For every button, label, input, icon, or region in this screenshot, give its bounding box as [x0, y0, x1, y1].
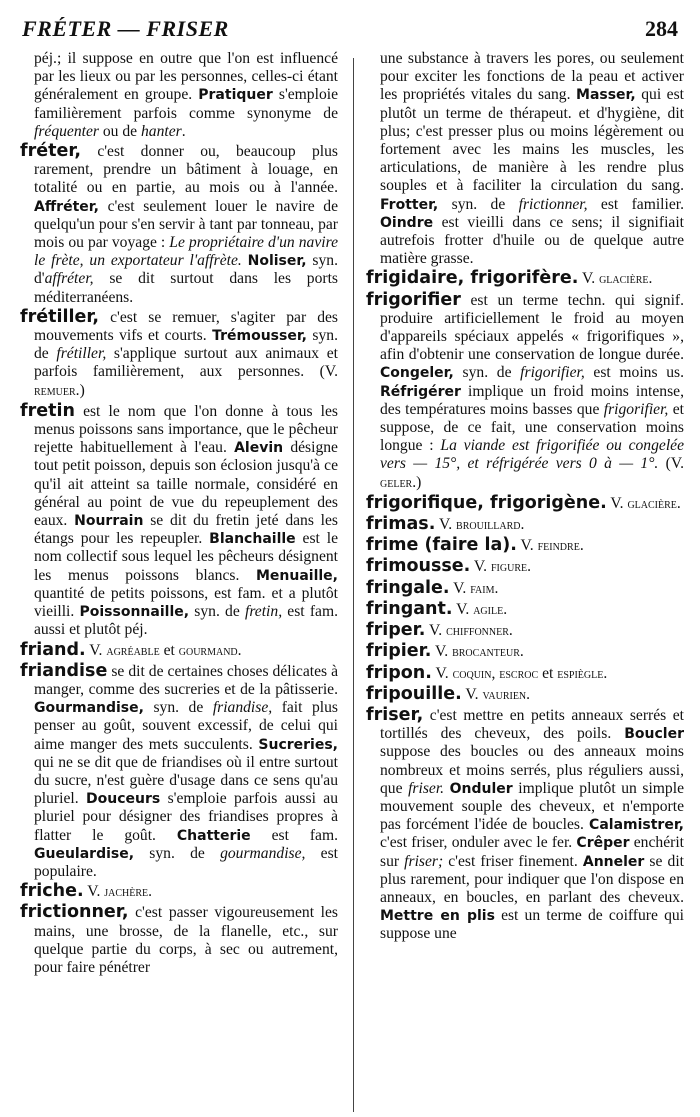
cross-reference: brocanteur — [452, 645, 520, 661]
headword: fretin — [20, 400, 75, 421]
entry-fripier: fripier. V. brocanteur. — [366, 641, 524, 662]
cross-reference: espiègle — [557, 666, 604, 682]
entry-frimas: frimas. V. brouillard. — [366, 514, 525, 535]
cross-reference: brouillard — [456, 518, 521, 534]
synonym: Chatterie — [176, 827, 251, 844]
headword: frigorifier — [366, 289, 461, 310]
synonym: Alevin — [234, 440, 284, 457]
entry-friandise: friandise se dit de certaines choses délicates à manger, comme des sucreries et de la pâtisserie. Gourmandise, syn. de friandise, fait plus penser au goût, souvent excessif, de celui qui aime manger des mets succulents. Sucreries, qui ne se dit que de friandises où il entre surtout du sucre, n'est guère d'usage dans ce sens qu'au pluriel. Douceurs s'emploie parfois aussi au pluriel pour désigner des friandises propres à flatter le goût. Chatterie est fam. Gueulardise, syn. de gourmandise, est populaire. — [20, 660, 338, 880]
cross-reference: agréable — [106, 643, 160, 659]
column-divider — [353, 58, 354, 1112]
entry-fringant: fringant. V. agile. — [366, 598, 508, 619]
headword: frimas. — [366, 514, 436, 535]
synonym: Onduler — [449, 780, 513, 797]
headword: fripon. — [366, 662, 432, 683]
entry-friser: friser, c'est mettre en petits anneaux serrés et tortillés des cheveux, des poils. Boucler suppose des boucles ou des anneaux moins nombreux et moins serrés, plus réguliers aussi, que friser. Onduler implique plutôt un simple mouvement souple des cheveux, et n'emporte pas forcément l'idée de boucles. Calamistrer, c'est friser, onduler avec le fer. Crêper enchérit sur friser; c'est friser finement. Anneler se dit plus rarement, pour indiquer que l'on dispose en anneaux, en boucles, en parlant des cheveux. Mettre en plis est un terme de coiffure qui suppose une — [366, 704, 685, 943]
entry-fretiller: frétiller, c'est se remuer, s'agiter par des mouvements vifs et courts. Trémousser, syn. de frétiller, s'applique surtout aux animaux et parfois familièrement, aux personnes. (V. remuer.) — [20, 306, 338, 399]
synonym: Mettre en plis — [380, 908, 495, 925]
headword: fréter, — [20, 141, 82, 162]
italic-word: frigorifier, — [520, 364, 585, 382]
synonym: Poissonnaille, — [79, 604, 190, 621]
entry-continuation: péj.; il suppose en outre que l'on est influencé par les lieux ou par les personnes, celles-ci étant généralement en groupe. Pratiquer s'emploie familièrement parfois comme synonyme de fréquenter ou de hanter. — [34, 50, 338, 140]
entry-friper: friper. V. chiffonner. — [366, 620, 513, 641]
headword: fringant. — [366, 598, 453, 619]
headword: friper. — [366, 620, 426, 641]
left-column — [20, 50, 338, 978]
entry-fretin: fretin est le nom que l'on donne à tous les menus poissons sans importance, que le pêcheur rejette habituellement à l'eau. Alevin désigne tout petit poisson, depuis son éclosion jusqu'à ce qu'il ait atteint sa taille normale, considéré en général au point de vue du repeuplement des eaux. Nourrain se dit du fretin jeté dans les étangs pour les repeupler. Blanchaille est le nom collectif sous lequel les pêcheurs désignent les menus poissons blancs. Menuaille, quantité de petits poissons, est fam. et a plutôt vieilli. Poissonnaille, syn. de fretin, est fam. aussi et plutôt péj. — [20, 400, 339, 639]
synonym: Masser, — [576, 87, 636, 104]
entry-fringale: fringale. V. faim. — [366, 577, 499, 598]
entry-friche: friche. V. jachère. — [20, 881, 153, 902]
cross-reference: jachère — [104, 885, 149, 901]
entry-friand: friand. V. agréable et gourmand. — [20, 639, 242, 660]
synonym: Affréter, — [34, 198, 99, 215]
headword: frimousse. — [366, 556, 471, 577]
headword: frime (faire la). — [366, 535, 517, 556]
synonym: Noliser, — [247, 253, 307, 270]
page-header — [22, 16, 678, 52]
italic-word: hanter — [140, 122, 182, 140]
page-number: 284 — [645, 16, 678, 41]
entry-frictionner: frictionner, c'est passer vigoureusement les mains, une brosse, de la flanelle, etc., sur quelque partie du corps, à sec ou autrement, pour faire pénétrer — [20, 902, 338, 976]
entry-fripouille: fripouille. V. vaurien. — [366, 683, 531, 704]
synonym: Menuaille, — [255, 567, 338, 584]
cross-reference: glacière — [599, 272, 649, 288]
cross-reference: gourmand — [178, 643, 238, 659]
entry-frigidaire: frigidaire, frigorifère. V. glacière. — [366, 268, 653, 289]
cross-reference: geler — [380, 475, 413, 491]
italic-word: frigorifier, — [603, 400, 669, 418]
italic-word: fréquenter — [34, 122, 99, 140]
entry-frigorifique: frigorifique, frigorigène. V. glacière. — [366, 492, 681, 513]
cross-reference: feindre — [537, 539, 580, 555]
italic-word: frétiller, — [56, 345, 107, 363]
cross-reference: remuer — [34, 383, 76, 399]
italic-word: frictionner, — [518, 195, 588, 213]
headword: frictionner, — [20, 902, 129, 923]
italic-word: friser; — [404, 852, 444, 870]
cross-reference: agile — [473, 602, 504, 618]
headword: frigorifique, frigorigène. — [366, 492, 607, 513]
headword: frétiller, — [20, 306, 100, 327]
cross-reference: faim — [470, 581, 495, 597]
synonym: Frotter, — [380, 196, 439, 213]
entry-frigorifier: frigorifier est un terme techn. qui signif. produire artificiellement le froid au moyen d'appareils spéciaux appelés « frigorifiques », afin d'obtenir une conservation de longue durée. Congeler, syn. de frigorifier, est moins us. Réfrigérer implique un froid moins intense, des températures moins basses que frigorifier, et suppose, de ce fait, une conservation moins longue : La viande est frigorifiée ou congelée vers — 15°, et réfrigérée vers 0 à — 1°. (V. geler.) — [366, 289, 684, 491]
entry-continuation: une substance à travers les pores, ou seulement pour exciter les fonctions de la peau et activer les propriétés vitales du sang. Masser, qui est plutôt un terme de thérapeut. et d'hygiène, dit plus; c'est presser plus ou moins légèrement ou fortement avec les mains les muscles, les articulations, de manière à les rendre plus souples et à faciliter la circulation du sang. Frotter, syn. de frictionner, est familier. Oindre est vieilli dans ce sens; il signifiait autrefois frotter d'huile ou de quelque autre matière grasse. — [380, 50, 685, 268]
synonym: Douceurs — [85, 791, 161, 808]
synonym: Pratiquer — [198, 87, 273, 104]
cross-reference: chiffonner — [446, 624, 509, 640]
entry-frime: frime (faire la). V. feindre. — [366, 535, 584, 556]
synonym: Réfrigérer — [380, 383, 461, 400]
synonym: Crêper — [576, 835, 630, 852]
italic-word: fretin, — [244, 603, 283, 621]
italic-word: friser. — [408, 779, 445, 797]
example-sentence: La viande est frigorifiée ou congelée vers — 15°, et réfrigérée vers 0 à — 1°. — [380, 437, 684, 473]
synonym: Gourmandise, — [34, 700, 144, 717]
synonym: Congeler, — [380, 365, 454, 382]
italic-word: friandise, — [212, 699, 273, 717]
synonym: Blanchaille — [209, 531, 296, 548]
headword: friandise — [20, 660, 108, 681]
entry-frimousse: frimousse. V. figure. — [366, 556, 532, 577]
cross-reference: figure — [490, 560, 528, 576]
headword: frigidaire, frigorifère. — [366, 268, 579, 289]
italic-word: gourmandise, — [220, 844, 306, 862]
entry-fripon: fripon. V. coquin, escroc et espiègle. — [366, 662, 608, 683]
italic-word: affréter, — [44, 270, 94, 288]
headword: fripier. — [366, 641, 432, 662]
cross-reference: escroc — [499, 666, 539, 682]
synonym: Calamistrer, — [589, 817, 684, 834]
synonym: Sucreries, — [258, 736, 338, 753]
synonym: Gueulardise, — [34, 845, 135, 862]
cross-reference: coquin — [452, 666, 492, 682]
synonym: Boucler — [624, 726, 684, 743]
example-sentence: Le propriétaire d'un navire le frète, un exportateur l'affrète. — [34, 234, 339, 270]
synonym: Trémousser, — [212, 328, 307, 345]
headword: friand. — [20, 639, 86, 660]
cross-reference: vaurien — [482, 687, 527, 703]
headword: fripouille. — [366, 683, 462, 704]
running-head: FRÉTER — FRISER — [22, 16, 229, 41]
right-column — [366, 50, 684, 945]
headword: friser, — [366, 704, 424, 725]
synonym: Oindre — [380, 214, 434, 231]
cross-reference: glacière — [627, 496, 677, 512]
headword: friche. — [20, 881, 84, 902]
headword: fringale. — [366, 577, 450, 598]
entry-freter: fréter, c'est donner ou, beaucoup plus rarement, prendre un bâtiment à louage, en totalité ou en partie, au mois ou à l'année. Affréter, c'est seulement louer le navire de quelqu'un pour s'en servir à tant par tonneau, par mois ou par voyage : Le propriétaire d'un navire le frète, un exportateur l'affrète. Noliser, syn. d'affréter, se dit surtout dans les ports méditerranéens. — [20, 141, 339, 306]
synonym: Nourrain — [74, 513, 144, 530]
synonym: Anneler — [582, 853, 645, 870]
